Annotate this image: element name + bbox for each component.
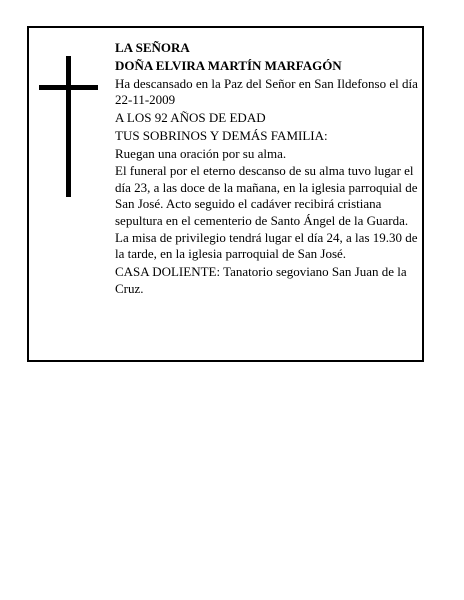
rest-announcement: Ha descansado en la Paz del Señor en San Ildefonso el día 22-11-2009 bbox=[115, 75, 418, 108]
deceased-title: LA SEÑORA bbox=[115, 40, 190, 55]
mourning-house: CASA DOLIENTE: Tanatorio segoviano San Juan de la Cruz. bbox=[115, 264, 407, 296]
obituary-text bbox=[115, 40, 420, 298]
family-line: TUS SOBRINOS Y DEMÁS FAMILIA: bbox=[115, 127, 328, 143]
cross-horizontal-bar bbox=[39, 85, 98, 90]
obituary-notice bbox=[27, 26, 424, 362]
prayer-request: Ruegan una oración por su alma. bbox=[115, 145, 287, 161]
deceased-name: DOÑA ELVIRA MARTÍN MARFAGÓN bbox=[115, 57, 342, 73]
age-line: A LOS 92 AÑOS DE EDAD bbox=[115, 109, 266, 125]
funeral-details: El funeral por el eterno descanso de su alma tuvo lugar el día 23, a las doce de la mañana, en la iglesia parroquial de San José. Acto seguido el cadáver recibirá cristiana sepultura en el cementerio de Santo Ángel de la Guarda. La misa de privilegio tendrá lugar el día 24, a las 19.30 de la tarde, en la iglesia parroquial de San José. bbox=[115, 163, 418, 262]
cross-vertical-bar bbox=[66, 56, 71, 197]
